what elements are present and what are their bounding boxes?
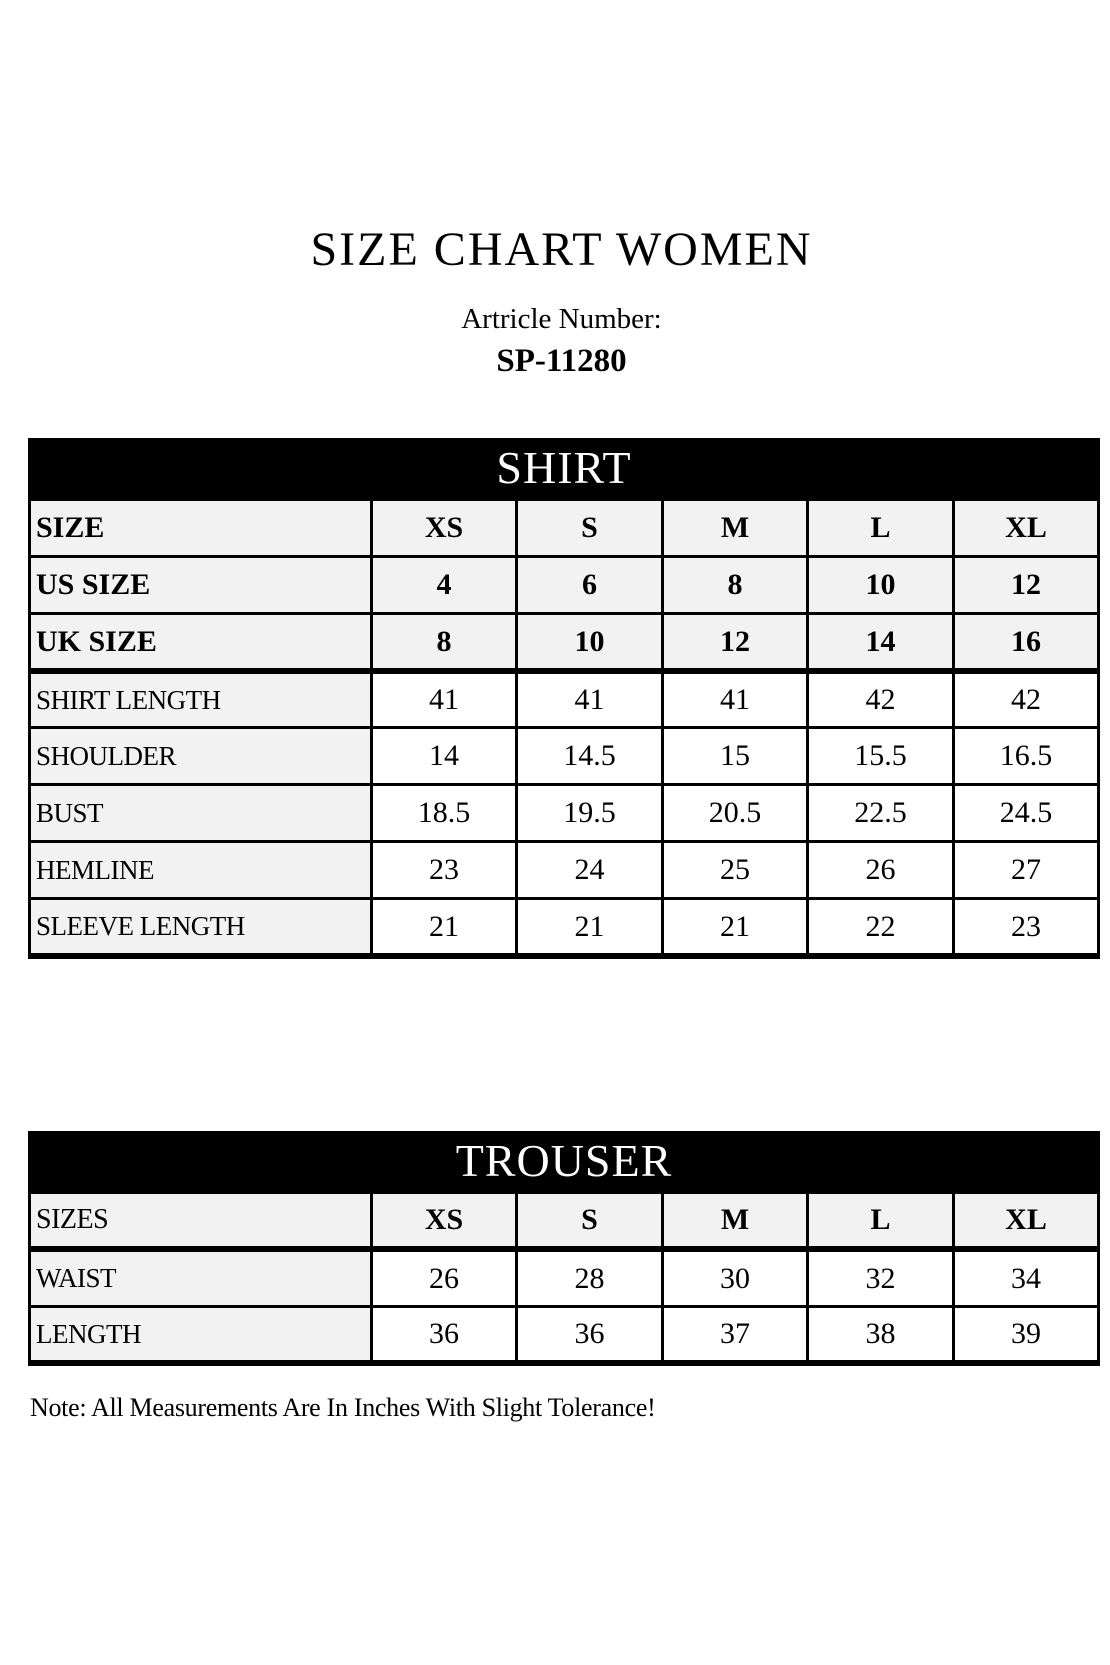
trouser-table-title: TROUSER (455, 1134, 673, 1186)
measurement-cell: 41 (372, 671, 517, 728)
measurement-cell: 22 (808, 899, 954, 956)
measurement-cell: 24 (517, 842, 663, 899)
measurement-cell: 14.5 (517, 728, 663, 785)
table-row-length (30, 1306, 1099, 1363)
measurement-cell: 42 (808, 671, 954, 728)
table-row-hemline (30, 842, 1099, 899)
row-label-cell: SIZE (30, 500, 372, 557)
row-label-cell: WAIST (30, 1249, 372, 1306)
size-cell: XS (372, 500, 517, 557)
measurement-cell: 38 (808, 1306, 954, 1363)
row-label-cell: SLEEVE LENGTH (30, 899, 372, 956)
row-label-cell: BUST (30, 785, 372, 842)
size-cell: S (517, 1192, 663, 1249)
measurement-cell: 26 (808, 842, 954, 899)
size-cell: 16 (954, 614, 1099, 671)
measurement-cell: 21 (372, 899, 517, 956)
size-cell: L (808, 500, 954, 557)
measurement-cell: 23 (372, 842, 517, 899)
row-label-cell: US SIZE (30, 557, 372, 614)
measurement-cell: 25 (663, 842, 808, 899)
table-row-waist (30, 1249, 1099, 1306)
measurement-cell: 15 (663, 728, 808, 785)
size-cell: S (517, 500, 663, 557)
document-header (28, 0, 1095, 380)
table-row-uk-size (30, 614, 1099, 671)
table-row-sleeve-length (30, 899, 1099, 956)
size-cell: XL (954, 1192, 1099, 1249)
measurement-cell: 23 (954, 899, 1099, 956)
measurement-cell: 19.5 (517, 785, 663, 842)
size-cell: 8 (372, 614, 517, 671)
trouser-table-title-bar (28, 1131, 1100, 1191)
measurement-cell: 18.5 (372, 785, 517, 842)
measurement-cell: 36 (372, 1306, 517, 1363)
size-cell: L (808, 1192, 954, 1249)
measurement-cell: 34 (954, 1249, 1099, 1306)
size-cell: M (663, 1192, 808, 1249)
size-cell: 6 (517, 557, 663, 614)
row-label-cell: HEMLINE (30, 842, 372, 899)
size-cell: XL (954, 500, 1099, 557)
measurement-cell: 42 (954, 671, 1099, 728)
article-number-label: Artricle Number: (461, 303, 662, 336)
size-cell: 4 (372, 557, 517, 614)
size-cell: 10 (517, 614, 663, 671)
measurement-cell: 32 (808, 1249, 954, 1306)
row-label-cell: SHIRT LENGTH (30, 671, 372, 728)
row-label-cell: UK SIZE (30, 614, 372, 671)
measurement-cell: 30 (663, 1249, 808, 1306)
size-cell: 12 (954, 557, 1099, 614)
tolerance-note: Note: All Measurements Are In Inches With Slight Tolerance! (30, 1393, 656, 1423)
shirt-table-title: SHIRT (496, 442, 632, 494)
measurement-cell: 16.5 (954, 728, 1099, 785)
size-cell: M (663, 500, 808, 557)
row-label-cell: SHOULDER (30, 728, 372, 785)
size-cell: XS (372, 1192, 517, 1249)
row-label-cell: SIZES (30, 1192, 372, 1249)
measurement-cell: 21 (517, 899, 663, 956)
measurement-cell: 39 (954, 1306, 1099, 1363)
shirt-table-title-bar (28, 438, 1100, 498)
size-cell: 8 (663, 557, 808, 614)
table-row-bust (30, 785, 1099, 842)
measurement-cell: 15.5 (808, 728, 954, 785)
size-cell: 10 (808, 557, 954, 614)
table-row-shirt-length (30, 671, 1099, 728)
trouser-size-table (28, 1131, 1100, 1367)
measurement-cell: 28 (517, 1249, 663, 1306)
measurement-cell: 26 (372, 1249, 517, 1306)
table-row-shoulder (30, 728, 1099, 785)
measurement-cell: 20.5 (663, 785, 808, 842)
measurement-cell: 21 (663, 899, 808, 956)
size-cell: 14 (808, 614, 954, 671)
measurement-cell: 14 (372, 728, 517, 785)
measurement-cell: 24.5 (954, 785, 1099, 842)
measurement-cell: 37 (663, 1306, 808, 1363)
table-row-us-size (30, 557, 1099, 614)
size-cell: 12 (663, 614, 808, 671)
table-row-size (30, 500, 1099, 557)
row-label-cell: LENGTH (30, 1306, 372, 1363)
table-row-sizes (30, 1192, 1099, 1249)
article-number-value: SP-11280 (496, 342, 627, 379)
measurement-cell: 41 (517, 671, 663, 728)
measurement-cell: 22.5 (808, 785, 954, 842)
measurement-cell: 27 (954, 842, 1099, 899)
measurement-cell: 36 (517, 1306, 663, 1363)
shirt-size-table (28, 438, 1100, 959)
page-title: SIZE CHART WOMEN (310, 223, 813, 276)
measurement-cell: 41 (663, 671, 808, 728)
